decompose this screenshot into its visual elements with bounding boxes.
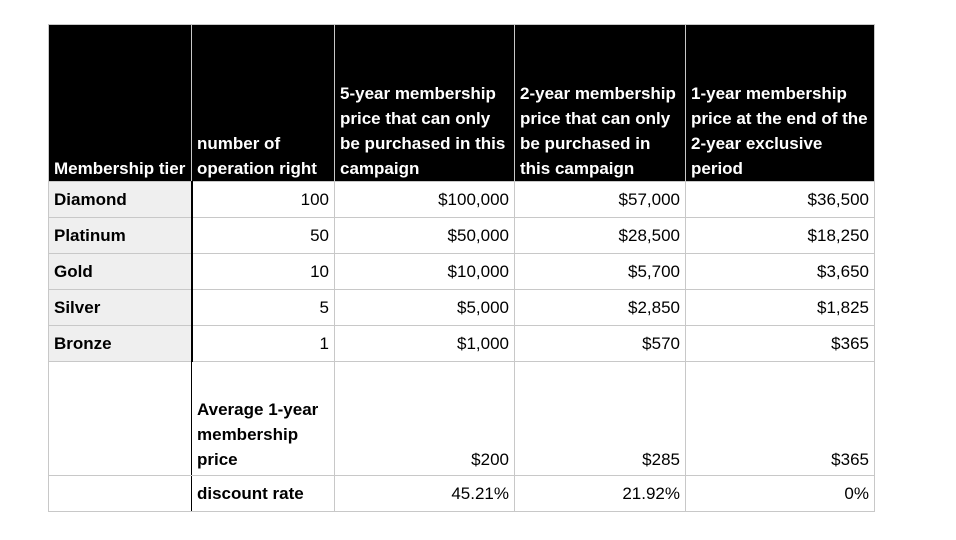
empty-cell [49, 476, 192, 512]
empty-cell [49, 362, 192, 476]
discount-five-year-cell: 45.21% [335, 476, 515, 512]
membership-pricing-table [48, 24, 875, 512]
tier-name-cell: Diamond [49, 182, 192, 218]
two-year-cell: $570 [515, 326, 686, 362]
table-row [49, 182, 875, 218]
rights-cell: 10 [192, 254, 335, 290]
rights-cell: 50 [192, 218, 335, 254]
tier-name-cell: Platinum [49, 218, 192, 254]
discount-two-year-cell: 21.92% [515, 476, 686, 512]
header-one-year-price: 1-year membership price at the end of the 2-year exclusive period [686, 25, 875, 182]
header-two-year-price: 2-year membership price that can only be purchased in this campaign [515, 25, 686, 182]
tier-name-cell: Bronze [49, 326, 192, 362]
two-year-cell: $5,700 [515, 254, 686, 290]
header-five-year-price: 5-year membership price that can only be purchased in this campaign [335, 25, 515, 182]
five-year-cell: $1,000 [335, 326, 515, 362]
tier-name-cell: Gold [49, 254, 192, 290]
two-year-cell: $28,500 [515, 218, 686, 254]
two-year-cell: $2,850 [515, 290, 686, 326]
rights-cell: 5 [192, 290, 335, 326]
table-row [49, 254, 875, 290]
discount-one-year-cell: 0% [686, 476, 875, 512]
average-one-year-cell: $365 [686, 362, 875, 476]
table-row [49, 218, 875, 254]
table-row [49, 290, 875, 326]
average-five-year-cell: $200 [335, 362, 515, 476]
average-price-row [49, 362, 875, 476]
two-year-cell: $57,000 [515, 182, 686, 218]
one-year-cell: $3,650 [686, 254, 875, 290]
average-two-year-cell: $285 [515, 362, 686, 476]
tier-name-cell: Silver [49, 290, 192, 326]
header-membership-tier: Membership tier [49, 25, 192, 182]
five-year-cell: $50,000 [335, 218, 515, 254]
five-year-cell: $100,000 [335, 182, 515, 218]
one-year-cell: $1,825 [686, 290, 875, 326]
table-row [49, 326, 875, 362]
rights-cell: 1 [192, 326, 335, 362]
one-year-cell: $365 [686, 326, 875, 362]
discount-rate-label: discount rate [192, 476, 335, 512]
rights-cell: 100 [192, 182, 335, 218]
header-row [49, 25, 875, 182]
discount-rate-row [49, 476, 875, 512]
one-year-cell: $18,250 [686, 218, 875, 254]
header-operation-right: number of operation right [192, 25, 335, 182]
average-price-label: Average 1-year membership price [192, 362, 335, 476]
five-year-cell: $5,000 [335, 290, 515, 326]
five-year-cell: $10,000 [335, 254, 515, 290]
one-year-cell: $36,500 [686, 182, 875, 218]
